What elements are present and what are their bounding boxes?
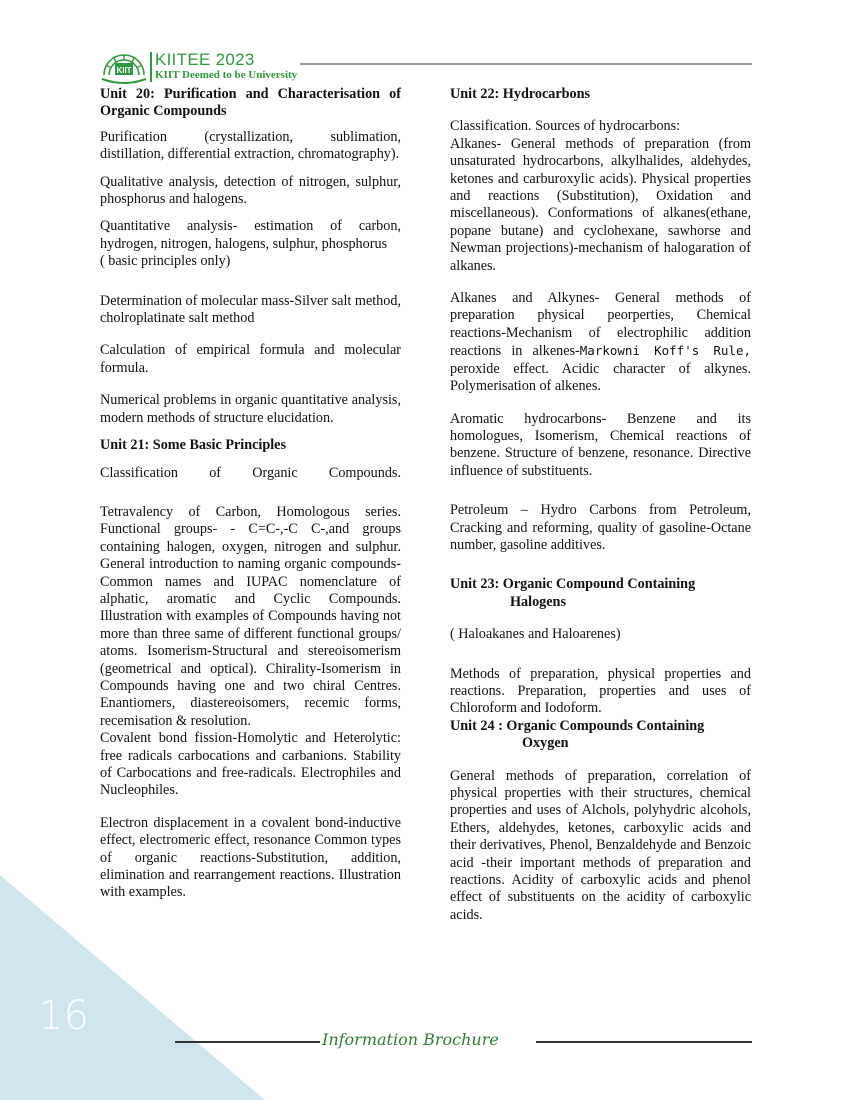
- unit20-paragraph: Numerical problems in organic quantitative analysis, modern methods of structure elucidation.: [100, 392, 401, 426]
- page-header: [100, 50, 752, 84]
- unit23-title-continued: Halogens: [510, 593, 566, 610]
- unit22-paragraph: [450, 290, 751, 395]
- right-column: [450, 86, 751, 924]
- unit22-paragraph: Alkanes- General methods of preparation (from unsaturated hydrocarbons, alkylhalides, aldehydes, ketones and carburoxylic acids). Physical properties and reactions (Substitution), Oxidation and miscellaneous). Conformations of alkanes(ethane, popane butane) and cyclohexane, sawhorse and Newman projections)-mechanism of halogaration of alkanes.: [450, 135, 751, 274]
- brand-title: KIITEE 2023: [155, 50, 255, 69]
- brochure-label: Information Brochure: [322, 1030, 499, 1049]
- markovnikov-rule-text: Markowni Koff's Rule,: [579, 343, 751, 359]
- unit22-text: peroxide effect. Acidic character of alkynes. Polymerisation of alkenes.: [450, 360, 751, 395]
- unit20-paragraph: Calculation of empirical formula and molecular formula.: [100, 342, 401, 376]
- kiit-logo-icon: [100, 53, 148, 85]
- unit21-paragraph: Covalent bond fission-Homolytic and Heterolytic: free radicals carbocations and carbanions. Stability of Carbocations and free-radicals. Electrophiles and Nucleophiles.: [100, 730, 401, 799]
- unit21-paragraph: Classification of Organic Compounds.: [100, 464, 401, 481]
- corner-decoration: [0, 875, 265, 1100]
- logo-divider: [150, 52, 152, 82]
- unit24-title: Unit 24 : Organic Compounds Containing: [450, 717, 705, 734]
- unit22-title: Unit 22: Hydrocarbons: [450, 86, 591, 102]
- unit20-paragraph: ( basic principles only): [100, 253, 231, 270]
- unit23-paragraph: ( Haloakanes and Haloarenes): [450, 626, 621, 643]
- unit24-paragraph: General methods of preparation, correlation of physical properties with their structures, chemical properties and uses of Alchols, polyhydric alcohols, Ethers, aldehydes, ketones, carboxylic acids and their derivatives, Phenol, Benzaldehyde and Benzoic acid -their important methods of preparation and reactions. Acidity of carboxylic acids and phenol effect of substituents on the acidity of carboxylic acids.: [450, 767, 751, 923]
- unit22-paragraph: Classification. Sources of hydrocarbons:: [450, 118, 681, 135]
- page-number: 16: [38, 993, 89, 1039]
- header-rule: [300, 63, 752, 65]
- footer-rule-left: [175, 1041, 320, 1043]
- unit24-title-continued: Oxygen: [522, 735, 569, 752]
- footer-rule-right: [536, 1041, 752, 1043]
- brand-subtitle: KIIT Deemed to be University: [155, 69, 298, 81]
- logo-emblem-text: KIIT: [116, 66, 132, 75]
- unit20-paragraph: Quantitative analysis- estimation of carbon, hydrogen, nitrogen, halogens, sulphur, phosphorus: [100, 218, 401, 252]
- unit20-title: Unit 20: Purification and Characterisation of Organic Compounds: [100, 86, 401, 120]
- unit22-paragraph: Aromatic hydrocarbons- Benzene and its homologues, Isomerism, Chemical reactions of benzene. Structure of benzene, resonance. Directive influence of substituents.: [450, 410, 751, 479]
- unit20-paragraph: Purification (crystallization, sublimation, distillation, differential extraction, chromatography).: [100, 128, 401, 163]
- unit21-paragraph: Tetravalency of Carbon, Homologous series. Functional groups- - C=C-,-C C-,and groups containing halogen, oxygen, nitrogen and sulphur. General introduction to naming organic compounds-Common names and IUPAC nomenclature of alphatic, aromatic and Cyclic Compounds. Illustration with examples of Compounds having not more than three same of different functional groups/ atoms. Isomerism-Structural and stereoisomerism (geometrical and optical). Chirality-Isomerism in Compounds having one and two chiral Centres. Enantiomers, diastereoisomers, recemic forms, recemisation & resolution.: [100, 503, 401, 729]
- unit23-paragraph: Methods of preparation, physical properties and reactions. Preparation, properties and uses of Chloroform and Iodoform.: [450, 665, 751, 717]
- left-column: [100, 86, 401, 902]
- unit23-title: Unit 23: Organic Compound Containing: [450, 576, 696, 593]
- unit20-paragraph: Determination of molecular mass-Silver salt method, cholroplatinate salt method: [100, 292, 402, 327]
- unit21-paragraph: Electron displacement in a covalent bond-inductive effect, electromeric effect, resonance Common types of organic reactions-Substitution, addition, elimination and rearrangement reactions. Illustration with examples.: [100, 814, 401, 901]
- unit22-paragraph: Petroleum – Hydro Carbons from Petroleum, Cracking and reforming, quality of gasoline-Octane number, gasoline additives.: [450, 502, 751, 553]
- unit20-paragraph: Qualitative analysis, detection of nitrogen, sulphur, phosphorus and halogens.: [100, 173, 401, 208]
- unit21-title: Unit 21: Some Basic Principles: [100, 437, 287, 454]
- unit22-text: Alkanes and Alkynes- General methods of preparation physical peorperties, Chemical reactions-Mechanism of electrophilic addition reactions in alkenes-: [450, 290, 751, 360]
